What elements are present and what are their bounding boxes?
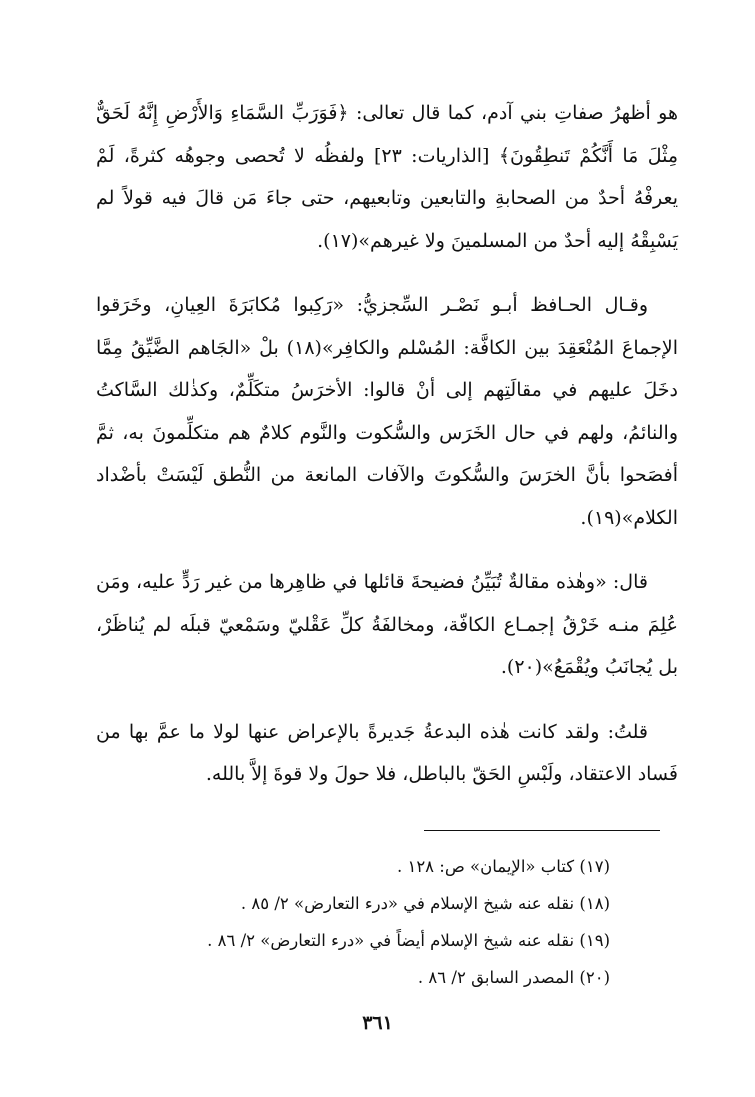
main-text — [96, 92, 678, 818]
footnote-17: (١٧) كتاب «الإيمان» ص: ١٢٨ . — [396, 857, 610, 876]
footnote-18: (١٨) نقله عنه شيخ الإسلام في «درء التعارض» ٢/ ٨٥ . — [240, 894, 610, 913]
footnote-20: (٢٠) المصدر السابق ٢/ ٨٦ . — [417, 968, 610, 987]
footnote-19: (١٩) نقله عنه شيخ الإسلام أيضاً في «درء التعارض» ٢/ ٨٦ . — [207, 931, 610, 950]
paragraph-2: وقـال الحـافظ أبـو نَصْـر السِّجزيُّ: «رَكِبوا مُكابَرَةَ العِيانِ، وخَرَقوا الإجماعَ المُنْعَقِدَ بين الكافَّة: المُسْلم والكافِر»(١٨) بلْ «الجَاهم الضَّيِّقُ مِمَّا دخَلَ عليهم في مقالَتِهم إلى أنْ قالوا: الأخرَسُ متكَلِّمٌ، وكذٰلك السَّاكتُ والنائمُ، ولهم في حال الخَرَس والسُّكوت والنَّوم كلامٌ هم متكلِّمونَ به، ثمَّ أفصَحوا بأنَّ الخرَسَ والسُّكوتَ والآفات المانعة من النُّطق لَيْسَتْ بأضْداد الكلام»(١٩). — [96, 294, 679, 529]
paragraph-1: هو أظهرُ صفاتِ بني آدم، كما قال تعالى: ﴿فَوَرَبِّ السَّمَاءِ وَالأَرْضِ إِنَّهُ لَحَقٌّ مِثْلَ مَا أَنَّكُمْ تَنطِقُونَ﴾ [الذاريات: ٢٣] ولفظُه لا تُحصى وجوهُه كثرةً، لَمْ يعرفْهُ أحدٌ من الصحابةِ والتابعين وتابعيهم، حتى جاءَ مَن قالَ فيه قولاً لم يَسْبِقْهُ إليه أحدٌ من المسلمينَ ولا غيرهم»(١٧). — [96, 102, 679, 252]
page-number: ٣٦١ — [362, 1012, 393, 1034]
paragraph-3: قال: «وهٰذه مقالةٌ تُبَيِّنُ فضيحةَ قائلها في ظاهِرها من غير رَدٍّ عليه، ومَن عُلِمَ منـه خَرْقُ إجمـاع الكافّة، ومخالفَةُ كلِّ عَقْليّ وسَمْعيّ قبلَه لم يُناظَرْ، بل يُجانَبُ ويُقْمَعُ»(٢٠). — [96, 571, 678, 678]
footnotes-list — [90, 848, 610, 996]
paragraph-4: قلتُ: ولقد كانت هٰذه البدعةُ جَديرةً بالإعراض عنها لولا ما عمَّ بها من فَساد الاعتقاد، ولَبْسِ الحَقّ بالباطل، فلا حولَ ولا قوةَ إلاَّ بالله. — [96, 720, 678, 785]
footnote-separator — [424, 830, 660, 831]
